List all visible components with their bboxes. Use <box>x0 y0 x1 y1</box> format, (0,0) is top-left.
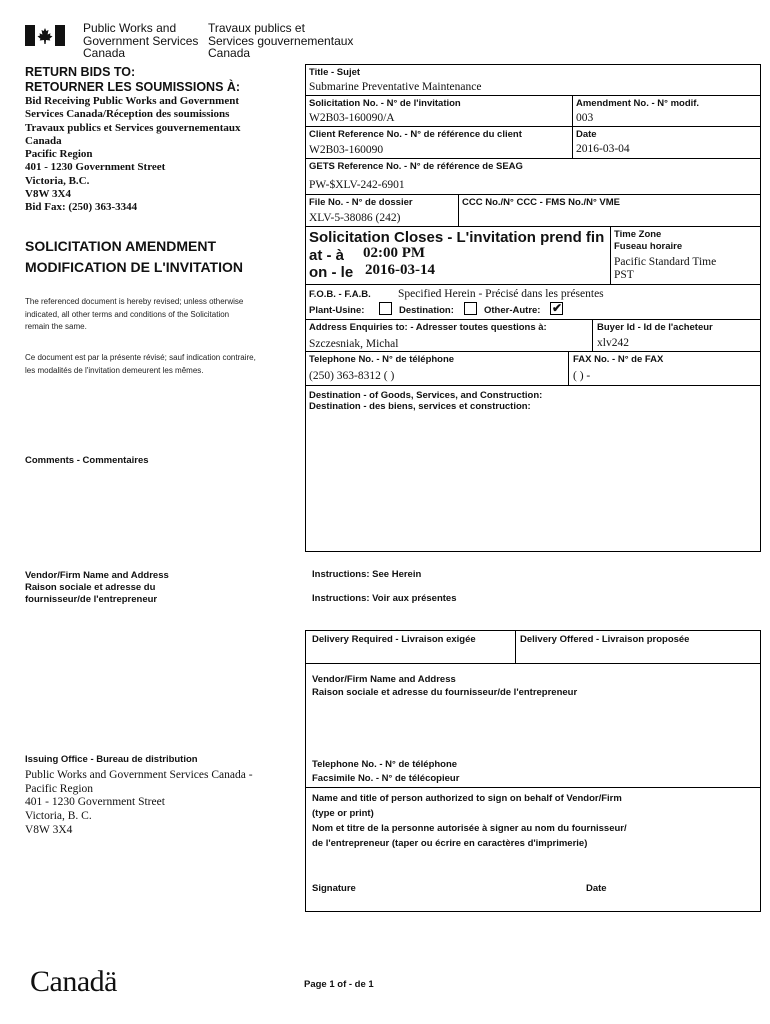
amendment-no-label: Amendment No. - N° modif. <box>576 98 700 109</box>
fax-value: ( ) - <box>573 370 591 382</box>
solicitation-no-label: Solicitation No. - N° de l'invitation <box>309 98 461 109</box>
gets-reference-value: PW-$XLV-242-6901 <box>309 179 405 191</box>
time-zone-value: Pacific Standard Time PST <box>614 256 717 281</box>
signature-label: Signature <box>312 883 356 894</box>
vendor-name-address-label: Vendor/Firm Name and Address Raison sociale et adresse du fournisseur/de l'entrepreneur <box>312 674 578 698</box>
solicitation-no-value: W2B03-160090/A <box>309 112 395 124</box>
delivery-required-label: Delivery Required - Livraison exigée <box>312 634 476 645</box>
canada-flag-icon <box>25 25 65 46</box>
department-name-en: Public Works and Government Services Canada <box>83 21 199 60</box>
date-label: Date <box>576 129 597 140</box>
page-number: Page 1 of - de 1 <box>304 979 374 990</box>
plant-usine-label: Plant-Usine: <box>309 305 365 316</box>
closing-time-value: 02:00 PM <box>363 245 426 261</box>
buyer-id-label: Buyer Id - Id de l'acheteur <box>597 322 713 333</box>
notice-english: The referenced document is hereby revised; unless otherwise indicated, all other terms and conditions of the Solicitation remain the same. <box>25 297 244 331</box>
plant-usine-checkbox[interactable] <box>379 302 392 315</box>
bid-receiving-address: Bid Receiving Public Works and Government Services Canada/Réception des soumissions Travaux publics et Services gouvernementaux Canada Pacific Region 401 - 1230 Government Street Victoria, B.C. V8W 3X4 Bid Fax: (250) 363-3344 <box>25 95 241 214</box>
issuing-office-address: Public Works and Government Services Canada - Pacific Region 401 - 1230 Government Street Victoria, B. C. V8W 3X4 <box>25 769 253 836</box>
client-reference-label: Client Reference No. - N° de référence du client <box>309 129 522 140</box>
fob-value: Specified Herein - Précisé dans les présentes <box>398 288 604 300</box>
file-no-label: File No. - N° de dossier <box>309 197 413 208</box>
telephone-value: (250) 363-8312 ( ) <box>309 370 395 382</box>
address-enquiries-value: Szczesniak, Michal <box>309 338 399 350</box>
vendor-firm-label: Vendor/Firm Name and Address Raison sociale et adresse du fournisseur/de l'entrepreneur <box>25 570 169 605</box>
gets-reference-label: GETS Reference No. - N° de référence de SEAG <box>309 161 523 172</box>
destination-checkbox-label: Destination: <box>399 305 454 316</box>
title-label: Title - Sujet <box>309 67 361 78</box>
on-label: on - le <box>309 264 354 281</box>
instructions-fr: Instructions: Voir aux présentes <box>312 593 457 604</box>
destination-checkbox[interactable] <box>464 302 477 315</box>
comments-label: Comments - Commentaires <box>25 455 149 466</box>
file-no-value: XLV-5-38086 (242) <box>309 212 401 224</box>
vendor-facsimile-label: Facsimile No. - N° de télécopieur <box>312 773 460 784</box>
return-bids-heading: RETURN BIDS TO: RETOURNER LES SOUMISSIONS À: <box>25 65 241 94</box>
notice-french: Ce document est par la présente révisé; sauf indication contraire, les modalités de l'invitation demeurent les mêmes. <box>25 353 256 375</box>
buyer-id-value: xlv242 <box>597 337 629 349</box>
signature-date-label: Date <box>586 883 607 894</box>
date-value: 2016-03-04 <box>576 143 630 155</box>
canada-wordmark: Canadä <box>30 965 117 998</box>
other-autre-checkbox[interactable] <box>550 302 563 315</box>
delivery-offered-label: Delivery Offered - Livraison proposée <box>520 634 690 645</box>
issuing-office-label: Issuing Office - Bureau de distribution <box>25 754 198 765</box>
ccc-no-label: CCC No./N° CCC - FMS No./N° VME <box>462 197 621 208</box>
department-name-fr: Travaux publics et Services gouvernementaux Canada <box>208 21 354 60</box>
fax-label: FAX No. - N° de FAX <box>573 354 664 365</box>
amendment-title: SOLICITATION AMENDMENT MODIFICATION DE L'INVITATION <box>25 238 243 275</box>
closing-date-value: 2016-03-14 <box>365 262 435 278</box>
at-label: at - à <box>309 247 345 264</box>
authorized-person-label: Name and title of person authorized to sign on behalf of Vendor/Firm (type or print) Nom et titre de la personne autorisée à signer au nom du fournisseur/ de l'entrepreneur (taper ou écrire en caractères d'imprimerie) <box>312 793 627 849</box>
instructions-en: Instructions: See Herein <box>312 569 422 580</box>
fob-label: F.O.B. - F.A.B. <box>309 289 371 300</box>
telephone-label: Telephone No. - N° de téléphone <box>309 354 455 365</box>
vendor-telephone-label: Telephone No. - N° de téléphone <box>312 759 458 770</box>
client-reference-value: W2B03-160090 <box>309 144 384 156</box>
destination-goods-label: Destination - of Goods, Services, and Construction: Destination - des biens, services et construction: <box>309 390 543 412</box>
title-value: Submarine Preventative Maintenance <box>309 81 482 93</box>
time-zone-label: Time Zone Fuseau horaire <box>614 229 683 252</box>
check-mark-icon: ✔ <box>552 301 563 315</box>
amendment-no-value: 003 <box>576 112 594 124</box>
solicitation-closes-heading: Solicitation Closes - L'invitation prend fin <box>309 229 605 246</box>
address-enquiries-label: Address Enquiries to: - Adresser toutes questions à: <box>309 322 547 333</box>
other-autre-label: Other-Autre: <box>484 305 541 316</box>
